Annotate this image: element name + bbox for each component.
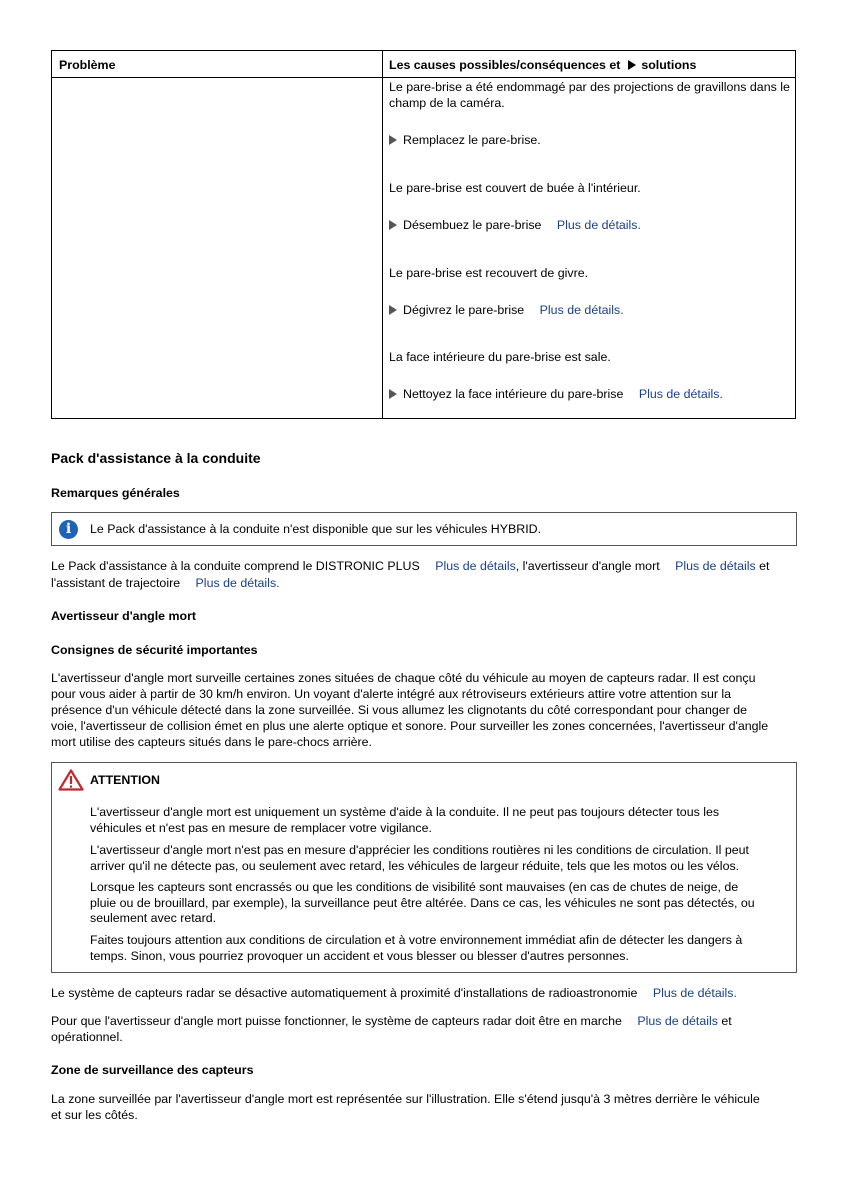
intro-line: présence d'un véhicule détecté dans la zone surveillée. Si vous allumez les clignotants du côté correspondant pour changer de (51, 703, 747, 717)
details-link[interactable]: Plus de détails. (556, 218, 641, 232)
table-header-divider (52, 77, 795, 78)
intro-line: voie, l'avertisseur de collision émet en plus une alerte optique et sonore. Pour surveiller les zones concernées, l'avertisseur d'angle (51, 719, 769, 733)
warning-line: L'avertisseur d'angle mort n'est pas en mesure d'apprécier les conditions routières ni les conditions de circulation. Il peut (90, 843, 749, 857)
warning-triangle-icon (58, 769, 84, 791)
pack-text-3: et (755, 559, 770, 573)
arrow-right-icon (389, 389, 397, 399)
general-remarks-heading: Remarques générales (51, 486, 180, 500)
table-solution-1 (389, 133, 541, 149)
details-link-radioastronomy[interactable]: Plus de détails. (652, 986, 737, 1000)
table-cause-1: Le pare-brise a été endommagé par des projections de gravillons dans le champ de la caméra. (389, 80, 790, 110)
warning-title: ATTENTION (90, 773, 160, 787)
warning-line: arriver qu'il ne détecte pas, ou seulement avec retard, les véhicules de largeur réduite, tels que les motos ou les vélos. (90, 858, 740, 873)
zone-line: et sur les côtés. (51, 1107, 138, 1122)
warning-line: temps. Sinon, vous pourriez provoquer un accident et vous blesser ou blesser d'autres personnes. (90, 948, 629, 963)
details-link[interactable]: Plus de détails. (539, 303, 624, 317)
warning-paragraph-1 (90, 805, 790, 836)
intro-line: pour vous aider à partir de 30 km/h environ. Un voyant d'alerte intégré aux rétroviseurs extérieurs attire votre attention sur la (51, 687, 732, 701)
safety-heading: Consignes de sécurité importantes (51, 643, 258, 657)
pack-paragraph (51, 559, 797, 591)
solution-text: Désembuez le pare-brise (403, 218, 542, 232)
arrow-right-icon (389, 135, 397, 145)
warning-paragraph-4 (90, 933, 790, 964)
warning-line: Faites toujours attention aux conditions de circulation et à votre environnement immédiat afin de détecter les dangers à (90, 933, 743, 947)
section-title: Pack d'assistance à la conduite (51, 450, 261, 466)
warning-paragraph-2 (90, 843, 790, 874)
table-column-divider (382, 51, 383, 418)
solution-text: Dégivrez le pare-brise (403, 303, 525, 317)
warning-box (51, 762, 797, 973)
pack-paragraph-line-1 (51, 559, 797, 575)
radar-on-line-2: opérationnel. (51, 1029, 123, 1044)
details-link-blind-spot[interactable]: Plus de détails (675, 559, 756, 573)
pack-text-1: Le Pack d'assistance à la conduite comprend le DISTRONIC PLUS (51, 559, 420, 573)
zone-paragraph (51, 1092, 797, 1123)
warning-paragraph-3 (90, 880, 790, 927)
table-solution-3 (389, 303, 624, 319)
arrow-right-icon (389, 305, 397, 315)
arrow-right-icon (389, 220, 397, 230)
blind-spot-intro (51, 671, 797, 751)
details-link-distronic[interactable]: Plus de détails (435, 559, 516, 573)
solution-text: Remplacez le pare-brise. (403, 133, 541, 147)
table-cause-4: La face intérieure du pare-brise est sale. (389, 350, 611, 364)
intro-line: L'avertisseur d'angle mort surveille certaines zones situées de chaque côté du véhicule au moyen de capteurs radar. Il est conçu (51, 671, 756, 685)
table-header-causes (389, 58, 696, 74)
details-link-radar[interactable]: Plus de détails (637, 1014, 718, 1028)
intro-line: mort utilise des capteurs situés dans le pare-chocs arrière. (51, 735, 372, 749)
radar-on-after: et (717, 1014, 732, 1028)
warning-line: Lorsque les capteurs sont encrassés ou que les conditions de visibilité sont mauvaises (en cas de chutes de neige, de (90, 880, 739, 894)
arrow-right-icon (628, 60, 636, 70)
table-cause-2: Le pare-brise est couvert de buée à l'intérieur. (389, 181, 641, 195)
radar-off-paragraph (51, 986, 797, 1002)
zone-heading: Zone de surveillance des capteurs (51, 1063, 254, 1077)
table-solution-4 (389, 387, 723, 403)
warning-line: véhicules et n'est pas en mesure de remplacer votre vigilance. (90, 820, 432, 835)
pack-paragraph-line-2 (51, 576, 797, 592)
radar-off-text: Le système de capteurs radar se désactive automatiquement à proximité d'installations de radioastronomie (51, 986, 638, 1000)
pack-text-4: l'assistant de trajectoire (51, 575, 181, 590)
radar-on-text: Pour que l'avertisseur d'angle mort puisse fonctionner, le système de capteurs radar doit être en marche (51, 1014, 622, 1028)
radar-on-paragraph (51, 1014, 797, 1045)
warning-line: seulement avec retard. (90, 911, 217, 925)
troubleshooting-table (51, 50, 796, 419)
info-box (51, 512, 797, 546)
table-header-causes-text: Les causes possibles/conséquences et (389, 58, 621, 72)
table-header-solutions-text: solutions (641, 58, 697, 72)
warning-line: pluie ou de brouillard, par exemple), la surveillance peut être altérée. Dans ce cas, les véhicules ne sont pas détectés, ou (90, 895, 755, 910)
zone-line: La zone surveillée par l'avertisseur d'angle mort est représentée sur l'illustration. Elle s'étend jusqu'à 3 mètres derrière le véhicule (51, 1092, 760, 1106)
pack-text-5: . (276, 575, 280, 590)
pack-text-2: , l'avertisseur d'angle mort (515, 559, 660, 573)
solution-text: Nettoyez la face intérieure du pare-brise (403, 387, 624, 401)
info-text: Le Pack d'assistance à la conduite n'est disponible que sur les véhicules HYBRID. (90, 522, 542, 536)
table-header-problem: Problème (59, 58, 116, 72)
details-link[interactable]: Plus de détails. (638, 387, 723, 401)
table-solution-2 (389, 218, 641, 234)
table-cause-3: Le pare-brise est recouvert de givre. (389, 266, 589, 280)
radar-on-line-1 (51, 1014, 797, 1030)
details-link-trajectory[interactable]: Plus de détails (195, 575, 277, 590)
info-icon: i (59, 520, 78, 539)
warning-line: L'avertisseur d'angle mort est uniquement un système d'aide à la conduite. Il ne peut pas toujours détecter tous les (90, 805, 720, 819)
blind-spot-heading: Avertisseur d'angle mort (51, 609, 197, 623)
